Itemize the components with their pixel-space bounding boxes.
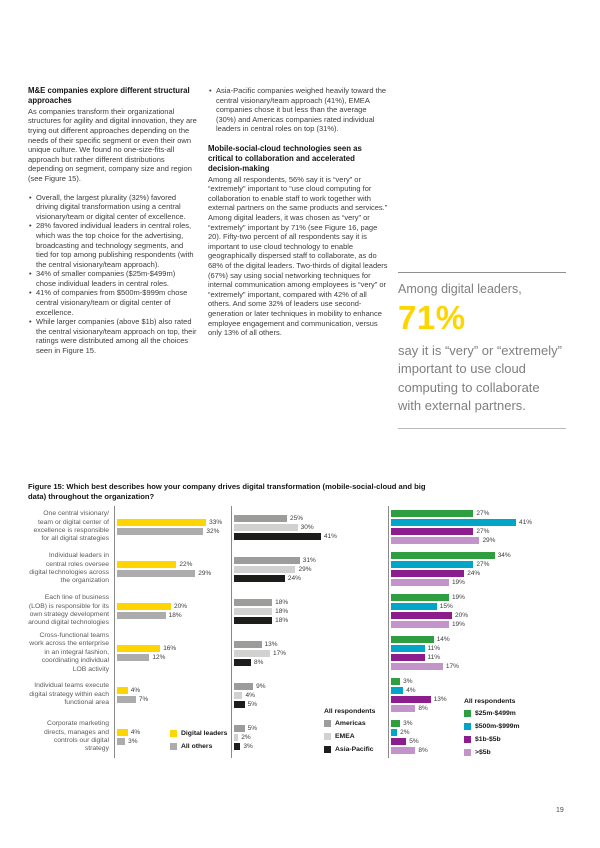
legend-label: Digital leaders [181,730,228,737]
chart-row [28,548,573,590]
legend-title: All respondents [324,708,376,715]
bar [234,533,321,540]
divider [398,428,566,429]
legend-item [464,723,520,730]
panel-by-region [231,632,388,674]
bar [117,696,136,703]
callout-statistic: 71% [398,299,466,336]
bar-value-label: 29% [482,537,496,544]
bar [391,594,449,601]
bar [234,515,287,522]
bar [391,603,437,610]
figure-label: Figure 15: [28,482,65,491]
panel-by-company-size [388,506,565,548]
category-label: Individual leaders in central roles oversee digital technologies across the organization [29,552,109,585]
bar-value-label: 3% [403,678,413,685]
legend-label: $25m-$499m [475,710,516,717]
bar [234,734,238,741]
bar-line [391,653,565,662]
bar [391,720,400,727]
divider [398,272,566,273]
bar-line [234,514,388,523]
bar-value-label: 3% [403,720,413,727]
category-label: Cross-functional teams work across the enterprise in an integral fashion, coordinating individual LOB activity [29,631,109,673]
bar-line [117,560,231,569]
bar-value-label: 9% [256,682,266,690]
bar-line [391,662,565,671]
bar-value-label: 4% [245,691,255,699]
figure-title [28,482,430,502]
bar [117,603,171,610]
legend-label: All others [181,743,213,750]
bar [234,701,245,708]
panel-by-region [231,590,388,632]
bar [234,641,262,648]
legend-swatch [324,746,331,753]
bar [117,528,203,535]
bar-value-label: 29% [298,565,312,573]
bar-line [234,640,388,649]
bar-line [391,569,565,578]
bar-value-label: 34% [497,552,511,559]
bar-line [391,536,565,545]
bar-line [234,598,388,607]
bullet-list [28,193,197,356]
bar-value-label: 5% [247,724,257,732]
panel-by-region [231,548,388,590]
bar-value-label: 19% [451,594,465,601]
legend-item [324,733,375,740]
bar-value-label: 8% [253,658,264,666]
bar [117,645,160,652]
legend-company-size [464,698,520,762]
bar-value-label: 4% [130,729,141,736]
bar-line [391,518,565,527]
bar-line [391,635,565,644]
bar-line [391,578,565,587]
bar-value-label: 17% [273,649,287,657]
bar-value-label: 18% [275,598,289,606]
legend-item [464,736,520,743]
bar-line [117,602,231,611]
bar-value-label: 13% [264,640,278,648]
bar [117,570,195,577]
bar-value-label: 27% [476,510,490,517]
bar-value-label: 2% [400,729,410,736]
bar [391,654,425,661]
middle-column [208,86,388,338]
bar-line [117,695,231,704]
bar [234,659,251,666]
bar-line [117,611,231,620]
figure-15-chart [28,506,573,806]
bar-value-label: 27% [476,528,490,535]
bar [391,687,403,694]
legend-label: $1b-$5b [475,736,501,743]
bar [234,557,300,564]
bar-line [391,677,565,686]
bar [391,579,449,586]
bar-value-label: 18% [168,612,182,619]
bar-value-label: 7% [138,696,149,703]
bar-line [117,527,231,536]
bar [234,524,298,531]
bar-value-label: 33% [209,519,223,526]
legend-digital-leaders [170,730,227,756]
chart-row [28,590,573,632]
bar [117,687,128,694]
callout-lead: Among digital leaders, [398,282,522,296]
bullet-item: • Overall, the largest plurality (32%) favored driving digital transformation using a central visionary/team or digital center of excellence. [28,193,197,222]
bar-value-label: 20% [174,603,188,610]
bar [234,650,270,657]
bar-value-label: 2% [241,733,251,741]
legend-item [324,720,375,727]
bar-line [234,649,388,658]
bar-line [117,569,231,578]
legend-swatch [170,743,177,750]
bar-line [391,527,565,536]
bar [391,636,434,643]
bar-value-label: 8% [418,705,428,712]
callout-text: say it is “very” or “extremely” important to use cloud computing to collaborate with external partners. [398,343,562,414]
bar-value-label: 3% [128,738,138,745]
bar [117,738,125,745]
category-label: Corporate marketing directs, manages and controls our digital strategy [44,720,109,753]
left-column [28,86,197,356]
bar-line [234,691,388,700]
bar-value-label: 11% [427,654,441,661]
legend-item [324,746,375,753]
bar [391,678,400,685]
bar [391,729,397,736]
bar-line [117,644,231,653]
bar [391,663,443,670]
bar-line [234,523,388,532]
section-heading: M&E companies explore different structural approaches [28,86,190,105]
bar-value-label: 16% [163,645,177,652]
panel-by-company-size [388,548,565,590]
panel-leaders-vs-others [114,632,231,674]
legend-swatch [170,730,177,737]
bar [117,519,206,526]
bullet-item: • 28% favored individual leaders in central roles, which was the top choice for the advertising, broadcasting and technology segments, and tied for top among publishing respondents (with the central visionary/team approach). [28,221,197,269]
bar-value-label: 19% [451,621,465,628]
bar-value-label: 11% [427,645,441,652]
bar-line [391,560,565,569]
panel-leaders-vs-others [114,548,231,590]
category-label: One central visionary/ team or digital center of excellence is responsible for all digital strategies [33,510,109,543]
panel-by-region [231,506,388,548]
bar-line [391,593,565,602]
legend-item [170,743,227,750]
legend-item [170,730,227,737]
panel-leaders-vs-others [114,590,231,632]
bar-value-label: 17% [445,663,459,670]
legend-region [324,708,375,759]
panel-by-company-size [388,632,565,674]
bar [234,566,295,573]
legend-swatch [464,749,471,756]
bar-value-label: 32% [206,528,220,535]
bullet-item: • 41% of companies from $500m-$999m chose central visionary/team or digital center of excellence. [28,288,197,317]
bar-value-label: 18% [275,616,289,624]
page-number: 19 [556,807,564,814]
bar [391,612,452,619]
panel-by-company-size [388,590,565,632]
bar [117,612,166,619]
bar [391,528,473,535]
bar-line [117,518,231,527]
bar [234,743,240,750]
bar [391,519,516,526]
bar-value-label: 20% [455,612,469,619]
bar [234,683,253,690]
panel-leaders-vs-others [114,674,231,716]
legend-swatch [464,710,471,717]
bullet-item: • Asia-Pacific companies weighed heavily toward the central visionary/team approach (41%), EMEA companies chose it but less than the average (30%) and Americas companies rated individual leaders in central roles on top (31%). [208,86,388,134]
bar-line [234,565,388,574]
bar [391,561,473,568]
bullet-list [208,86,388,134]
bar-line [117,653,231,662]
bar-value-label: 24% [467,570,481,577]
legend-title: All respondents [464,698,516,705]
legend-swatch [464,723,471,730]
legend-label: Asia-Pacific [335,746,374,753]
section-heading: Mobile-social-cloud technologies seen as critical to collaboration and accelerated decision-making [208,143,362,173]
bar-value-label: 8% [418,747,428,754]
bar [234,599,272,606]
bar-line [234,616,388,625]
bar [391,537,479,544]
bar-value-label: 18% [275,607,289,615]
bar-value-label: 15% [439,603,453,610]
bar [391,570,464,577]
bar-line [391,611,565,620]
bar [234,575,285,582]
bar-line [391,551,565,560]
bar [234,617,272,624]
bar-value-label: 29% [198,570,212,577]
bar-line [234,682,388,691]
bar [391,747,415,754]
bar [391,696,431,703]
legend-label: $500m-$999m [475,723,520,730]
bar [234,692,242,699]
bullet-item: • While larger companies (above $1b) also rated the central visionary/team approach on top, their ratings were distributed among all the choices seen in Figure 15. [28,317,197,355]
bar-line [391,509,565,518]
legend-item [464,710,520,717]
bar-value-label: 5% [409,738,419,745]
chart-row [28,506,573,548]
bar-line [117,686,231,695]
bar-value-label: 27% [476,561,490,568]
section-body: Among all respondents, 56% say it is “very” or “extremely” important to “use cloud computing for collaboration to enable staff to work together with external partners on the same products and services.” Among digital leaders, it was chosen as “very” or “extremely” important by 71% (see Figure 16, page 20). Fifty-two percent of all respondents say it is important to use cloud technology to enable geographically dispersed staff to collaborate, as do 68% of the digital leaders. Two-thirds of digital leaders (67%) say using social networking techniques for internal communication among employees is “very” or “extremely” important, compared with 42% of all others. And some 32% of leaders use second-generation or later techniques in mobility to enhance employee engagement and communication, versus only 13% of all others. [208,174,388,338]
bar-value-label: 30% [300,523,314,531]
bar [391,621,449,628]
legend-swatch [324,720,331,727]
bar-line [234,556,388,565]
bar-value-label: 41% [519,519,533,526]
bar-line [391,686,565,695]
bar [391,705,415,712]
bar-value-label: 13% [433,696,447,703]
bar [391,510,473,517]
bar-line [234,607,388,616]
legend-label: >$5b [475,749,491,756]
bar [117,561,176,568]
bar-value-label: 41% [323,532,337,540]
category-label: Individual teams execute digital strategy within each functional area [29,682,109,707]
bar-value-label: 4% [130,687,141,694]
bar-line [391,620,565,629]
bar-line [234,574,388,583]
category-label: Each line of business (LOB) is responsible for its own strategy development around digital technologies [28,594,109,627]
bar-line [391,644,565,653]
bar [391,552,495,559]
section-intro: As companies transform their organizational structures for agility and digital innovation, they are trying out different approaches depending on the needs of their specific segment or even their own unique culture. We found no one-size-fits-all approach but rather different distributions depending on segment, company size and region (see Figure 15). [28,106,197,183]
bar-value-label: 3% [243,742,253,750]
bullet-item: • 34% of smaller companies ($25m-$499m) chose individual leaders in central roles. [28,269,197,288]
bar-value-label: 12% [152,654,166,661]
panel-leaders-vs-others [114,506,231,548]
bar [391,738,406,745]
bar-value-label: 31% [302,556,316,564]
bar-line [234,658,388,667]
bar-value-label: 22% [179,561,193,568]
bar-line [391,602,565,611]
legend-label: EMEA [335,733,355,740]
legend-swatch [464,736,471,743]
bar-value-label: 19% [451,579,465,586]
bar-line [234,532,388,541]
bar [234,608,272,615]
legend-item [464,749,520,756]
bar [234,725,245,732]
bar [117,654,149,661]
legend-swatch [324,733,331,740]
chart-row [28,632,573,674]
legend-label: Americas [335,720,366,727]
bar-value-label: 5% [247,700,257,708]
bar-value-label: 4% [406,687,416,694]
bar [117,729,128,736]
pull-quote-callout [398,272,566,429]
bar-value-label: 24% [287,574,301,582]
figure-title-text: Which best describes how your company drives digital transformation (mobile-social-cloud and big data) throughout the organization? [28,482,426,502]
bar-value-label: 25% [290,514,304,522]
bar-value-label: 14% [436,636,450,643]
bar [391,645,425,652]
